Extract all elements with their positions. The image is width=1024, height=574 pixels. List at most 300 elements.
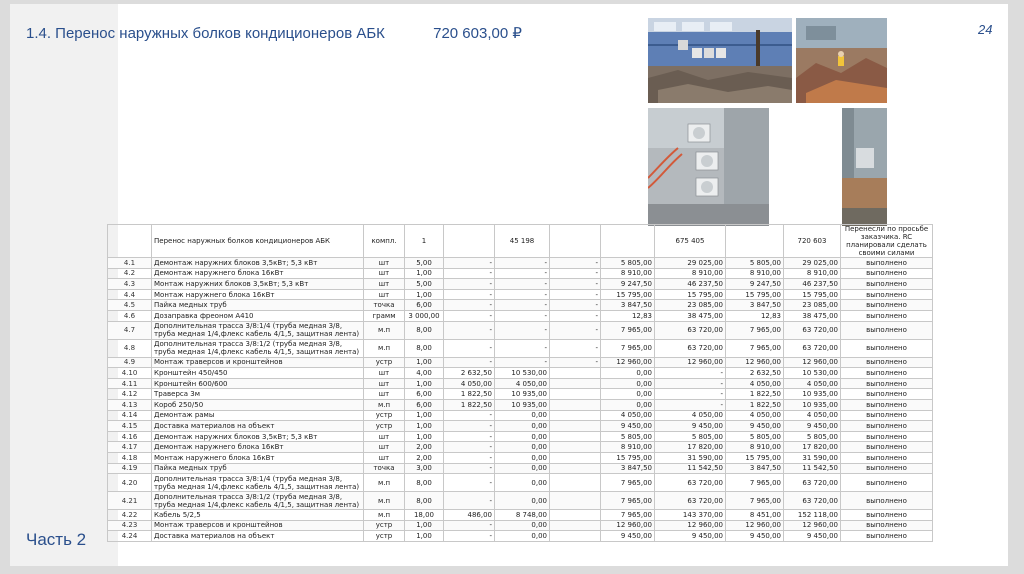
- row-work-price: 0,00: [601, 368, 655, 379]
- row-work-sum: 8 910,00: [655, 268, 726, 279]
- row-extra: [550, 421, 601, 432]
- row-status: выполнено: [841, 368, 933, 379]
- row-material-price: -: [444, 268, 495, 279]
- row-unit: шт: [364, 442, 405, 453]
- row-unit: точка: [364, 300, 405, 311]
- row-material-price: -: [444, 463, 495, 474]
- row-material-sum: 0,00: [495, 492, 550, 510]
- row-work-price: 9 450,00: [601, 421, 655, 432]
- row-status: выполнено: [841, 531, 933, 542]
- row-unit-total: 1 822,50: [726, 399, 784, 410]
- row-qty: 1,00: [405, 357, 444, 368]
- photo-roof-work-image: [796, 18, 887, 103]
- row-work-sum: 23 085,00: [655, 300, 726, 311]
- row-total: 17 820,00: [784, 442, 841, 453]
- title-text: 1.4. Перенос наружных болков кондиционеров АБК: [26, 25, 385, 42]
- row-material-price: -: [444, 258, 495, 269]
- row-qty: 1,00: [405, 410, 444, 421]
- row-work-price: 3 847,50: [601, 300, 655, 311]
- row-name: Дополнительная трасса 3/8:1/2 (труба медная 3/8, труба медная 1/4,флекс кабель 4/1,5, защитная лента): [152, 339, 364, 357]
- table-row: [108, 431, 933, 442]
- row-total: 4 050,00: [784, 410, 841, 421]
- row-qty: 6,00: [405, 300, 444, 311]
- row-work-price: 12 960,00: [601, 357, 655, 368]
- row-extra: [550, 389, 601, 400]
- row-material-price: -: [444, 300, 495, 311]
- header-name: Перенос наружных болков кондиционеров АБК: [152, 225, 364, 258]
- row-work-price: 7 965,00: [601, 321, 655, 339]
- row-status: выполнено: [841, 463, 933, 474]
- row-unit: м.п: [364, 474, 405, 492]
- row-qty: 5,00: [405, 258, 444, 269]
- row-work-sum: -: [655, 399, 726, 410]
- row-material-sum: 0,00: [495, 421, 550, 432]
- row-extra: [550, 510, 601, 521]
- row-material-sum: 0,00: [495, 442, 550, 453]
- row-material-sum: -: [495, 279, 550, 290]
- row-unit: м.п: [364, 321, 405, 339]
- row-qty: 6,00: [405, 399, 444, 410]
- row-qty: 1,00: [405, 378, 444, 389]
- row-work-price: 0,00: [601, 378, 655, 389]
- table-row: [108, 463, 933, 474]
- page-number: 24: [978, 22, 993, 37]
- row-work-price: 0,00: [601, 399, 655, 410]
- row-number: 4.1: [108, 258, 152, 269]
- row-total: 46 237,50: [784, 279, 841, 290]
- row-total: 11 542,50: [784, 463, 841, 474]
- row-name: Монтаж наружнего блока 16кВт: [152, 452, 364, 463]
- row-status: выполнено: [841, 442, 933, 453]
- row-unit: шт: [364, 268, 405, 279]
- row-material-price: -: [444, 321, 495, 339]
- row-number: 4.13: [108, 399, 152, 410]
- row-unit-total: 2 632,50: [726, 368, 784, 379]
- row-work-price: 3 847,50: [601, 463, 655, 474]
- row-work-price: 15 795,00: [601, 452, 655, 463]
- row-name: Монтаж траверсов и кронштейнов: [152, 357, 364, 368]
- row-extra: [550, 368, 601, 379]
- table-row: [108, 492, 933, 510]
- row-status: выполнено: [841, 378, 933, 389]
- row-number: 4.2: [108, 268, 152, 279]
- row-material-price: 4 050,00: [444, 378, 495, 389]
- row-work-sum: 12 960,00: [655, 520, 726, 531]
- row-status: выполнено: [841, 399, 933, 410]
- title-amount: 720 603,00 ₽: [433, 25, 522, 42]
- row-material-price: -: [444, 531, 495, 542]
- row-work-price: 7 965,00: [601, 474, 655, 492]
- row-qty: 8,00: [405, 474, 444, 492]
- row-unit: устр: [364, 531, 405, 542]
- row-number: 4.23: [108, 520, 152, 531]
- header-num: [108, 225, 152, 258]
- row-extra: [550, 520, 601, 531]
- row-material-sum: -: [495, 268, 550, 279]
- row-material-sum: 0,00: [495, 431, 550, 442]
- row-unit-total: 12,83: [726, 310, 784, 321]
- row-work-price: 9 247,50: [601, 279, 655, 290]
- row-number: 4.6: [108, 310, 152, 321]
- row-unit-total: 9 247,50: [726, 279, 784, 290]
- row-extra: [550, 474, 601, 492]
- row-total: 29 025,00: [784, 258, 841, 269]
- table-row: [108, 474, 933, 492]
- header-grand-total: 720 603: [784, 225, 841, 258]
- table-row: [108, 357, 933, 368]
- row-status: выполнено: [841, 310, 933, 321]
- row-material-sum: -: [495, 321, 550, 339]
- row-name: Демонтаж наружних блоков 3,5кВт; 5,3 кВт: [152, 431, 364, 442]
- row-material-sum: -: [495, 258, 550, 269]
- row-unit: м.п: [364, 399, 405, 410]
- estimate-table: [107, 224, 933, 542]
- row-unit-total: 15 795,00: [726, 452, 784, 463]
- row-unit: устр: [364, 410, 405, 421]
- row-total: 10 935,00: [784, 399, 841, 410]
- row-material-price: -: [444, 474, 495, 492]
- header-qty: 1: [405, 225, 444, 258]
- row-unit-total: 9 450,00: [726, 531, 784, 542]
- photo-ac-units-closeup: [648, 108, 769, 226]
- row-unit: шт: [364, 289, 405, 300]
- row-work-price: 4 050,00: [601, 410, 655, 421]
- row-unit-total: 7 965,00: [726, 474, 784, 492]
- row-qty: 3,00: [405, 463, 444, 474]
- row-qty: 1,00: [405, 531, 444, 542]
- row-work-sum: 11 542,50: [655, 463, 726, 474]
- row-material-sum: 0,00: [495, 474, 550, 492]
- row-extra: -: [550, 279, 601, 290]
- row-material-price: -: [444, 421, 495, 432]
- table-row: [108, 378, 933, 389]
- row-work-sum: 63 720,00: [655, 492, 726, 510]
- row-name: Монтаж наружних блоков 3,5кВт; 5,3 кВт: [152, 279, 364, 290]
- photo-facade-ac-units-image: [648, 18, 792, 103]
- row-unit-total: 7 965,00: [726, 321, 784, 339]
- row-unit-total: 4 050,00: [726, 410, 784, 421]
- row-material-price: 1 822,50: [444, 399, 495, 410]
- row-extra: [550, 463, 601, 474]
- row-work-price: 7 965,00: [601, 510, 655, 521]
- row-number: 4.8: [108, 339, 152, 357]
- row-name: Демонтаж наружнего блока 16кВт: [152, 442, 364, 453]
- row-work-price: 5 805,00: [601, 258, 655, 269]
- table-row: [108, 268, 933, 279]
- row-work-price: 7 965,00: [601, 492, 655, 510]
- row-material-sum: -: [495, 300, 550, 311]
- table-row: [108, 310, 933, 321]
- header-cell: [444, 225, 495, 258]
- row-material-price: -: [444, 339, 495, 357]
- row-unit: грамм: [364, 310, 405, 321]
- row-qty: 2,00: [405, 452, 444, 463]
- header-works-total: 675 405: [655, 225, 726, 258]
- table-row: [108, 258, 933, 269]
- row-unit-total: 8 910,00: [726, 268, 784, 279]
- row-unit-total: 5 805,00: [726, 258, 784, 269]
- row-number: 4.20: [108, 474, 152, 492]
- row-material-price: -: [444, 289, 495, 300]
- row-work-sum: 17 820,00: [655, 442, 726, 453]
- row-status: выполнено: [841, 300, 933, 311]
- photo-wall-narrow: [842, 108, 887, 226]
- table-row: [108, 510, 933, 521]
- row-extra: [550, 378, 601, 389]
- row-unit: шт: [364, 389, 405, 400]
- table-row: [108, 300, 933, 311]
- row-total: 4 050,00: [784, 378, 841, 389]
- row-unit: устр: [364, 421, 405, 432]
- row-unit: шт: [364, 452, 405, 463]
- row-status: выполнено: [841, 452, 933, 463]
- row-qty: 6,00: [405, 389, 444, 400]
- row-unit: м.п: [364, 492, 405, 510]
- row-material-sum: 0,00: [495, 463, 550, 474]
- row-status: выполнено: [841, 289, 933, 300]
- row-work-price: 9 450,00: [601, 531, 655, 542]
- table-row: [108, 289, 933, 300]
- photo-facade-ac-units: [648, 18, 792, 103]
- part-label: Часть 2: [26, 530, 87, 549]
- row-unit: шт: [364, 279, 405, 290]
- row-name: Демонтаж рамы: [152, 410, 364, 421]
- row-work-sum: 9 450,00: [655, 421, 726, 432]
- row-work-sum: -: [655, 378, 726, 389]
- row-number: 4.24: [108, 531, 152, 542]
- row-unit-total: 15 795,00: [726, 289, 784, 300]
- row-status: выполнено: [841, 520, 933, 531]
- table-row: [108, 389, 933, 400]
- row-name: Дополнительная трасса 3/8:1/4 (труба медная 3/8, труба медная 1/4,флекс кабель 4/1,5, защитная лента): [152, 474, 364, 492]
- row-number: 4.19: [108, 463, 152, 474]
- row-name: Кронштейн 600/600: [152, 378, 364, 389]
- row-work-price: 7 965,00: [601, 339, 655, 357]
- table-row: [108, 321, 933, 339]
- row-qty: 5,00: [405, 279, 444, 290]
- row-total: 63 720,00: [784, 339, 841, 357]
- row-total: 152 118,00: [784, 510, 841, 521]
- row-name: Короб 250/50: [152, 399, 364, 410]
- row-extra: [550, 410, 601, 421]
- row-name: Доставка материалов на объект: [152, 421, 364, 432]
- row-work-price: 0,00: [601, 389, 655, 400]
- row-status: выполнено: [841, 431, 933, 442]
- row-material-sum: 4 050,00: [495, 378, 550, 389]
- slide-title: [26, 24, 522, 42]
- row-extra: [550, 452, 601, 463]
- table-row: [108, 442, 933, 453]
- photo-roof-work: [796, 18, 887, 103]
- row-work-sum: 63 720,00: [655, 474, 726, 492]
- row-number: 4.12: [108, 389, 152, 400]
- row-number: 4.14: [108, 410, 152, 421]
- row-number: 4.21: [108, 492, 152, 510]
- row-qty: 8,00: [405, 492, 444, 510]
- row-unit-total: 8 910,00: [726, 442, 784, 453]
- row-work-sum: 9 450,00: [655, 531, 726, 542]
- row-material-sum: 10 530,00: [495, 368, 550, 379]
- row-total: 10 935,00: [784, 389, 841, 400]
- row-number: 4.10: [108, 368, 152, 379]
- row-unit: устр: [364, 357, 405, 368]
- row-number: 4.15: [108, 421, 152, 432]
- row-work-sum: 15 795,00: [655, 289, 726, 300]
- header-cell: [601, 225, 655, 258]
- row-material-price: -: [444, 410, 495, 421]
- row-material-sum: -: [495, 289, 550, 300]
- row-name: Демонтаж наружнего блока 16кВт: [152, 268, 364, 279]
- row-material-sum: 0,00: [495, 452, 550, 463]
- row-status: выполнено: [841, 321, 933, 339]
- row-work-price: 12,83: [601, 310, 655, 321]
- table-row: [108, 421, 933, 432]
- row-status: выполнено: [841, 474, 933, 492]
- row-total: 12 960,00: [784, 357, 841, 368]
- row-extra: -: [550, 310, 601, 321]
- row-name: Кабель 5/2,5: [152, 510, 364, 521]
- row-work-sum: 5 805,00: [655, 431, 726, 442]
- row-work-sum: 143 370,00: [655, 510, 726, 521]
- photo-ac-units-closeup-image: [648, 108, 769, 226]
- row-number: 4.22: [108, 510, 152, 521]
- row-number: 4.17: [108, 442, 152, 453]
- header-note: Перенесли по просьбе заказчика. RC планировали сделать своими силами: [841, 225, 933, 258]
- row-material-price: 2 632,50: [444, 368, 495, 379]
- row-name: Дополнительная трасса 3/8:1/2 (труба медная 3/8, труба медная 1/4,флекс кабель 4/1,5, защитная лента): [152, 492, 364, 510]
- row-material-price: -: [444, 452, 495, 463]
- row-name: Дозаправка фреоном А410: [152, 310, 364, 321]
- row-unit-total: 4 050,00: [726, 378, 784, 389]
- row-material-sum: -: [495, 339, 550, 357]
- row-status: выполнено: [841, 492, 933, 510]
- row-unit-total: 7 965,00: [726, 339, 784, 357]
- row-material-price: -: [444, 492, 495, 510]
- row-material-price: -: [444, 357, 495, 368]
- row-extra: -: [550, 321, 601, 339]
- row-name: Дополнительная трасса 3/8:1/4 (труба медная 3/8, труба медная 1/4,флекс кабель 4/1,5, защитная лента): [152, 321, 364, 339]
- row-number: 4.9: [108, 357, 152, 368]
- row-name: Кронштейн 450/450: [152, 368, 364, 379]
- row-unit-total: 12 960,00: [726, 520, 784, 531]
- row-status: выполнено: [841, 421, 933, 432]
- header-cell: [550, 225, 601, 258]
- header-material-total: 45 198: [495, 225, 550, 258]
- row-total: 8 910,00: [784, 268, 841, 279]
- row-unit-total: 8 451,00: [726, 510, 784, 521]
- row-name: Монтаж траверсов и кронштейнов: [152, 520, 364, 531]
- row-extra: [550, 531, 601, 542]
- row-status: выполнено: [841, 410, 933, 421]
- row-unit-total: 9 450,00: [726, 421, 784, 432]
- row-work-sum: 29 025,00: [655, 258, 726, 269]
- row-number: 4.16: [108, 431, 152, 442]
- row-total: 5 805,00: [784, 431, 841, 442]
- table-header-row: [108, 225, 933, 258]
- row-unit-total: 7 965,00: [726, 492, 784, 510]
- row-material-price: -: [444, 279, 495, 290]
- row-work-sum: 4 050,00: [655, 410, 726, 421]
- row-name: Монтаж наружнего блока 16кВт: [152, 289, 364, 300]
- row-unit: шт: [364, 258, 405, 269]
- row-material-price: 486,00: [444, 510, 495, 521]
- row-material-sum: 0,00: [495, 531, 550, 542]
- row-qty: 1,00: [405, 289, 444, 300]
- row-total: 63 720,00: [784, 474, 841, 492]
- row-unit: шт: [364, 368, 405, 379]
- row-extra: -: [550, 258, 601, 269]
- row-unit: устр: [364, 520, 405, 531]
- row-name: Траверса 3м: [152, 389, 364, 400]
- table-row: [108, 531, 933, 542]
- row-extra: [550, 442, 601, 453]
- row-qty: 1,00: [405, 421, 444, 432]
- row-material-sum: -: [495, 357, 550, 368]
- row-extra: [550, 399, 601, 410]
- row-status: выполнено: [841, 258, 933, 269]
- row-work-sum: 12 960,00: [655, 357, 726, 368]
- row-number: 4.4: [108, 289, 152, 300]
- table-row: [108, 452, 933, 463]
- row-unit-total: 3 847,50: [726, 463, 784, 474]
- row-qty: 1,00: [405, 431, 444, 442]
- row-unit: шт: [364, 431, 405, 442]
- row-name: Пайка медных труб: [152, 300, 364, 311]
- row-material-sum: 8 748,00: [495, 510, 550, 521]
- table-row: [108, 339, 933, 357]
- row-work-sum: 38 475,00: [655, 310, 726, 321]
- row-extra: -: [550, 300, 601, 311]
- row-number: 4.11: [108, 378, 152, 389]
- row-extra: -: [550, 268, 601, 279]
- row-total: 31 590,00: [784, 452, 841, 463]
- row-total: 9 450,00: [784, 421, 841, 432]
- row-number: 4.3: [108, 279, 152, 290]
- row-total: 23 085,00: [784, 300, 841, 311]
- row-unit: м.п: [364, 339, 405, 357]
- row-work-sum: -: [655, 389, 726, 400]
- row-total: 12 960,00: [784, 520, 841, 531]
- row-work-price: 8 910,00: [601, 268, 655, 279]
- row-work-sum: 46 237,50: [655, 279, 726, 290]
- row-qty: 4,00: [405, 368, 444, 379]
- row-total: 63 720,00: [784, 321, 841, 339]
- row-material-price: -: [444, 442, 495, 453]
- row-work-sum: 63 720,00: [655, 339, 726, 357]
- row-qty: 3 000,00: [405, 310, 444, 321]
- table-row: [108, 520, 933, 531]
- row-work-sum: -: [655, 368, 726, 379]
- table-row: [108, 368, 933, 379]
- row-extra: -: [550, 289, 601, 300]
- photo-wall-narrow-image: [842, 108, 887, 226]
- row-unit: шт: [364, 378, 405, 389]
- row-unit-total: 12 960,00: [726, 357, 784, 368]
- row-qty: 8,00: [405, 339, 444, 357]
- row-qty: 2,00: [405, 442, 444, 453]
- row-unit-total: 5 805,00: [726, 431, 784, 442]
- row-extra: [550, 431, 601, 442]
- row-total: 10 530,00: [784, 368, 841, 379]
- row-total: 63 720,00: [784, 492, 841, 510]
- row-total: 38 475,00: [784, 310, 841, 321]
- header-cell: [726, 225, 784, 258]
- row-status: выполнено: [841, 339, 933, 357]
- table-row: [108, 399, 933, 410]
- row-extra: [550, 492, 601, 510]
- row-status: выполнено: [841, 357, 933, 368]
- row-work-price: 8 910,00: [601, 442, 655, 453]
